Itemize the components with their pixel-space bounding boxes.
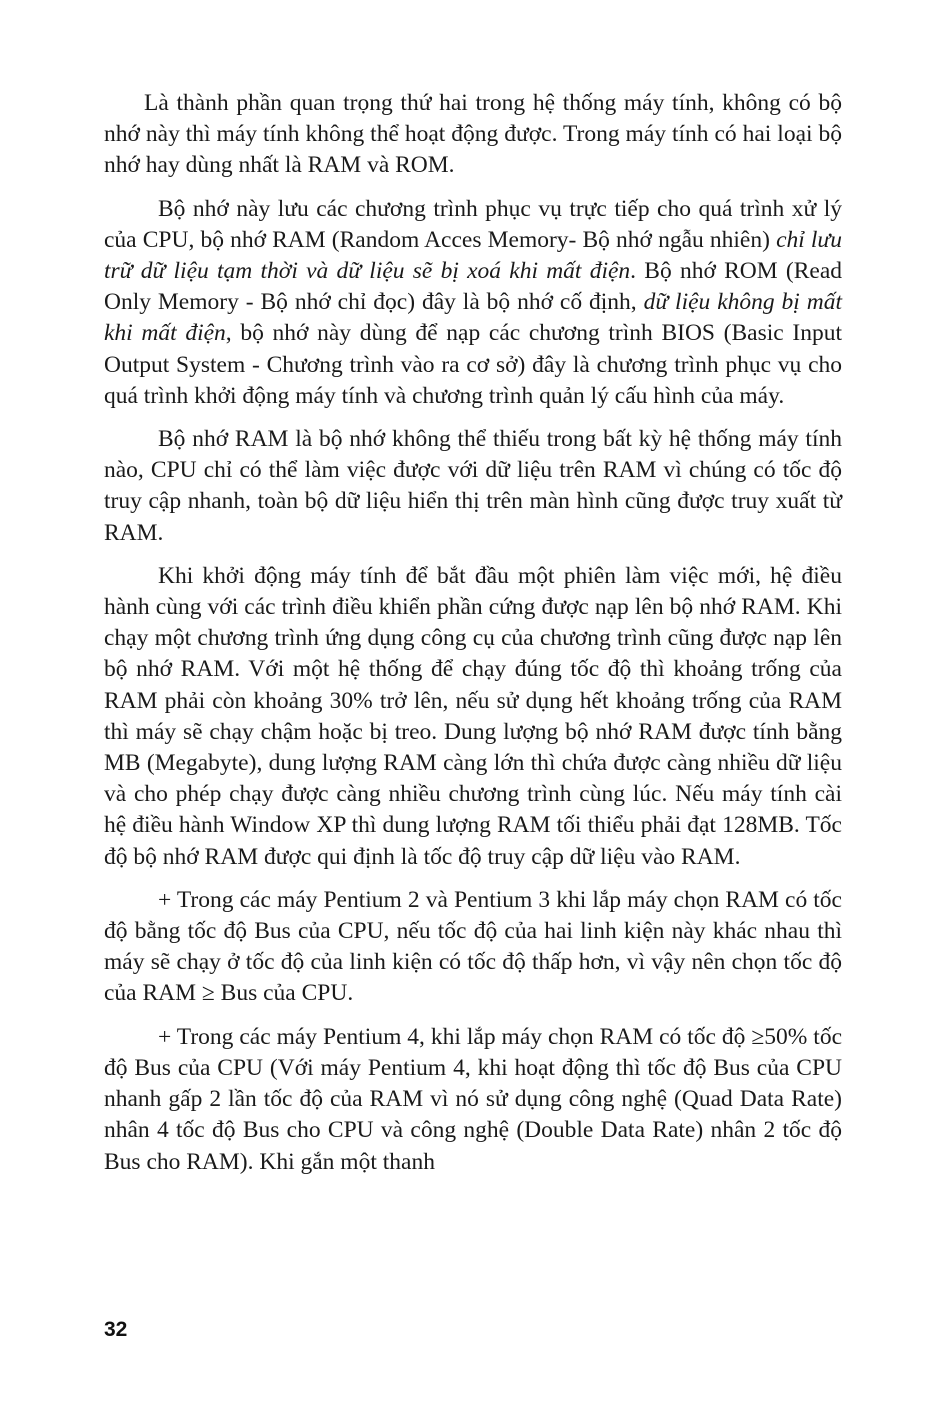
paragraph-pentium-2-3: + Trong các máy Pentium 2 và Pentium 3 khi lắp máy chọn RAM có tốc độ bằng tốc độ Bus của CPU, nếu tốc độ của hai linh kiện này khác nhau thì máy sẽ chạy ở tốc độ của linh kiện có tốc độ thấp hơn, vì vậy nên chọn tốc độ của RAM ≥ Bus của CPU. (104, 886, 842, 1007)
paragraph-ram-rom-text-3: , bộ nhớ này dùng để nạp các chương trình BIOS (Basic Input Output System - Chương trình vào ra cơ sở) đây là chương trình phục vụ cho quá trình khởi động máy tính và chương trình quản lý cấu hình của máy. (104, 320, 842, 409)
paragraph-ram-boot-capacity: Khi khởi động máy tính để bắt đầu một phiên làm việc mới, hệ điều hành cùng với các trình điều khiển phần cứng được nạp lên bộ nhớ RAM. Khi chạy một chương trình ứng dụng công cụ của chương trình cũng được nạp lên bộ nhớ RAM. Với một hệ thống để chạy đúng tốc độ thì khoảng trống của RAM phải còn khoảng 30% trở lên, nếu sử dụng hết khoảng trống của RAM thì máy sẽ chạy chậm hoặc bị treo. Dung lượng bộ nhớ RAM được tính bằng MB (Megabyte), dung lượng RAM càng lớn thì chứa được càng nhiều dữ liệu và cho phép chạy được càng nhiều chương trình cùng lúc. Nếu máy tính cài hệ điều hành Window XP thì dung lượng RAM tối thiểu phải đạt 128MB. Tốc độ bộ nhớ RAM được qui định là tốc độ truy cập dữ liệu vào RAM. (104, 562, 842, 870)
paragraph-memory-intro: Là thành phần quan trọng thứ hai trong hệ thống máy tính, không có bộ nhớ này thì máy tính không thể hoạt động được. Trong máy tính có hai loại bộ nhớ hay dùng nhất là RAM và ROM. (104, 90, 842, 179)
paragraph-ram-rom (104, 194, 842, 412)
ram-volatile-emphasis: chỉ lưu trữ dữ liệu tạm thời và dữ liệu sẽ bị xoá khi mất điện (104, 226, 842, 285)
page-body (104, 88, 842, 1190)
paragraph-ram-essential: Bộ nhớ RAM là bộ nhớ không thể thiếu trong bất kỳ hệ thống máy tính nào, CPU chỉ có thể làm việc được với dữ liệu trên RAM vì chúng có tốc độ truy cập nhanh, toàn bộ dữ liệu hiển thị trên màn hình cũng được truy xuất từ RAM. (104, 426, 842, 546)
paragraph-pentium-4: + Trong các máy Pentium 4, khi lắp máy chọn RAM có tốc độ ≥50% tốc độ Bus của CPU (Với máy Pentium 4, khi hoạt động thì tốc độ Bus của CPU nhanh gấp 2 lần tốc độ của RAM vì nó sử dụng công nghệ (Quad Data Rate) nhân 4 tốc độ Bus cho CPU và công nghệ (Double Data Rate) nhân 2 tốc độ Bus cho RAM). Khi gắn một thanh (104, 1023, 842, 1175)
page-number: 32 (104, 1318, 128, 1341)
paragraph-ram-rom-text-1: Bộ nhớ này lưu các chương trình phục vụ trực tiếp cho quá trình xử lý của CPU, bộ nhớ RAM (Random Acces Memory- Bộ nhớ ngẫu nhiên) (104, 195, 842, 253)
rom-nonvolatile-emphasis: dữ liệu không bị mất khi mất điện (104, 289, 842, 347)
paragraph-ram-rom-text-2: . Bộ nhớ ROM (Read Only Memory - Bộ nhớ chỉ đọc) đây là bộ nhớ cố định, (104, 258, 842, 316)
